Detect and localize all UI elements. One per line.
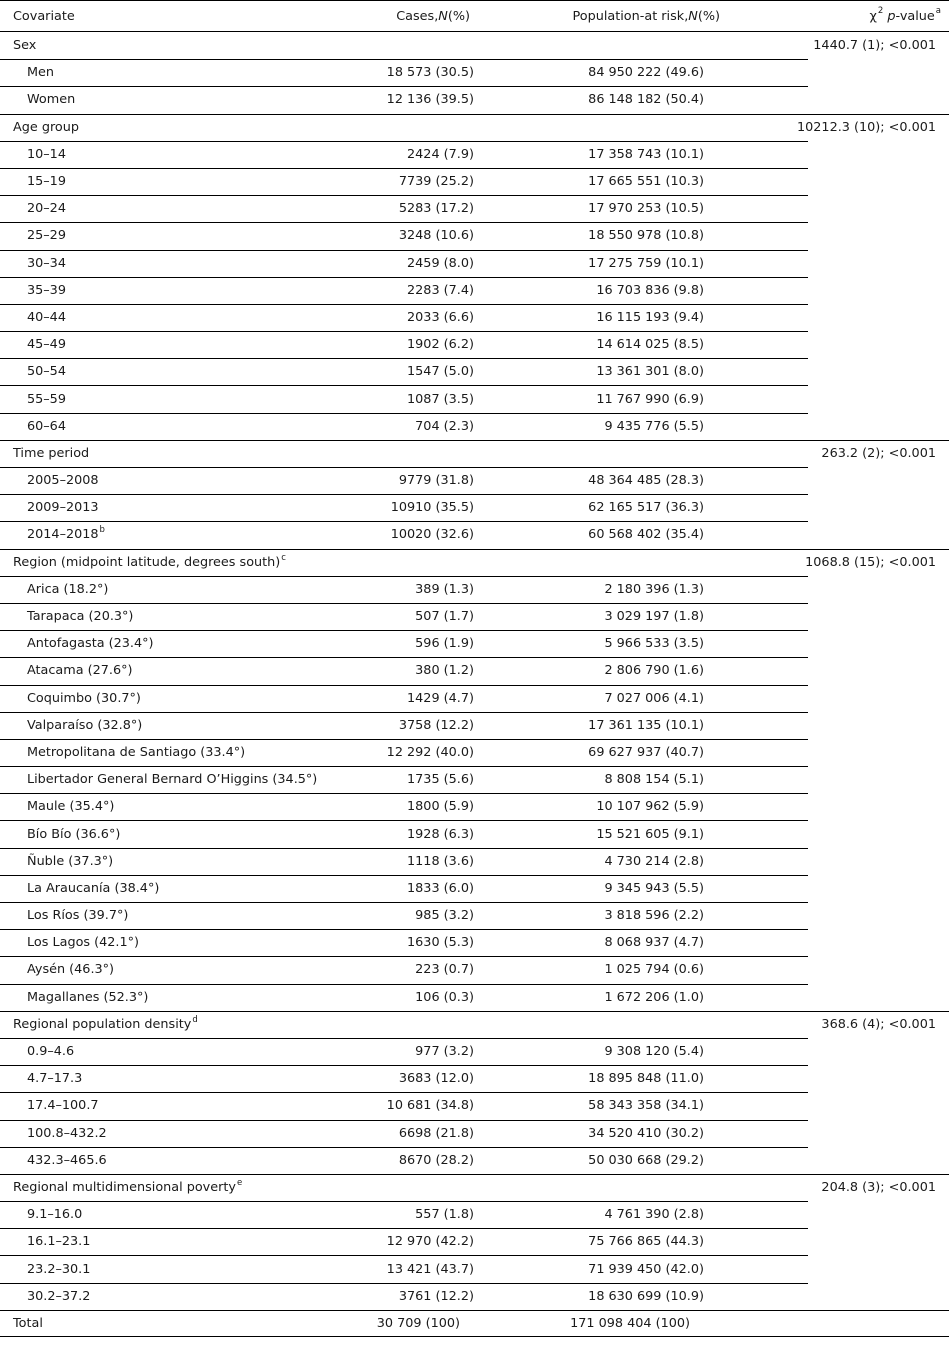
table-row: [0, 1201, 949, 1228]
cases-value: 389 (1.3): [415, 581, 474, 597]
population-value: 69 627 937 (40.7): [588, 744, 704, 760]
group-row: [0, 549, 949, 576]
header-cases-n: N: [438, 8, 448, 24]
header-cases-suffix: (%): [447, 8, 470, 24]
cases-value: 2424 (7.9): [407, 146, 474, 162]
row-label-text: Los Lagos (42.1°): [27, 935, 140, 951]
population-value: 16 703 836 (9.8): [596, 282, 704, 298]
row-label: [27, 902, 128, 929]
row-label: [27, 739, 245, 766]
table-row: [0, 358, 949, 385]
population-value: 17 275 759 (10.1): [588, 255, 704, 271]
cases-value: 12 136 (39.5): [386, 92, 474, 108]
table-row: [0, 1147, 949, 1174]
population-value: 9 345 943 (5.5): [604, 880, 704, 896]
table-row: [0, 929, 949, 956]
cases-value: 985 (3.2): [415, 908, 474, 924]
footnote-marker: d: [192, 1014, 198, 1025]
table-row: [0, 902, 949, 929]
population-value: 17 358 743 (10.1): [588, 146, 704, 162]
row-label-text: 100.8–432.2: [27, 1125, 107, 1141]
population-value: 50 030 668 (29.2): [588, 1152, 704, 1168]
population-value: 15 521 605 (9.1): [596, 826, 704, 842]
row-label-text: Bío Bío (36.6°): [27, 826, 121, 842]
table-row: [0, 956, 949, 983]
table-row: [0, 195, 949, 222]
chi-square-value: 368.6 (4); <0.001: [821, 1017, 936, 1033]
population-value: 16 115 193 (9.4): [596, 309, 704, 325]
header-pop-suffix: (%): [697, 8, 720, 24]
header-chi-rest: -value: [895, 8, 935, 24]
population-value: 34 520 410 (30.2): [588, 1125, 704, 1141]
population-value: 8 808 154 (5.1): [604, 772, 704, 788]
group-row: [0, 1011, 949, 1038]
table-row: [0, 141, 949, 168]
chi-square-value: 1440.7 (1); <0.001: [813, 38, 936, 54]
cases-value: 1902 (6.2): [407, 337, 474, 353]
population-value: 18 895 848 (11.0): [588, 1071, 704, 1087]
population-value: 4 761 390 (2.8): [604, 1207, 704, 1223]
cases-value: 12 970 (42.2): [386, 1234, 474, 1250]
group-label: [13, 1012, 198, 1038]
total-population: 171 098 404 (100): [570, 1315, 690, 1331]
row-label: [27, 222, 66, 249]
cases-value: 2283 (7.4): [407, 282, 474, 298]
header-cases-prefix: Cases,: [396, 8, 439, 24]
group-label: [13, 1175, 242, 1201]
row-label: [27, 603, 133, 630]
cases-value: 10910 (35.5): [390, 500, 474, 516]
population-value: 86 148 182 (50.4): [588, 92, 704, 108]
population-value: 58 343 358 (34.1): [588, 1098, 704, 1114]
cases-value: 223 (0.7): [415, 962, 474, 978]
group-label-text: Age group: [13, 120, 79, 136]
table-row: [0, 603, 949, 630]
population-value: 4 730 214 (2.8): [604, 853, 704, 869]
group-label-text: Sex: [13, 38, 37, 54]
table-row: [0, 820, 949, 847]
population-value: 1 672 206 (1.0): [604, 989, 704, 1005]
group-label: [13, 115, 79, 141]
population-value: 10 107 962 (5.9): [596, 799, 704, 815]
cases-value: 977 (3.2): [415, 1044, 474, 1060]
row-label: [27, 195, 66, 222]
table-row: [0, 576, 949, 603]
header-population: [540, 1, 720, 31]
table-row: [0, 59, 949, 86]
table-row: [0, 521, 949, 548]
row-label-text: Women: [27, 92, 76, 108]
row-label-text: 30–34: [27, 255, 66, 271]
row-label-text: 15–19: [27, 174, 66, 190]
group-label-text: Regional population density: [13, 1017, 192, 1033]
row-label-text: Men: [27, 65, 55, 81]
row-label: [27, 1120, 107, 1147]
header-cases: [330, 1, 470, 31]
row-label-text: Magallanes (52.3°): [27, 989, 149, 1005]
row-label: [27, 984, 148, 1011]
row-label: [27, 929, 139, 956]
row-label-text: 60–64: [27, 418, 66, 434]
row-label: [27, 1283, 90, 1310]
header-pop-n: N: [688, 8, 698, 24]
row-label-text: 20–24: [27, 201, 66, 217]
table-row: [0, 494, 949, 521]
population-value: 1 025 794 (0.6): [604, 962, 704, 978]
group-label: [13, 32, 36, 59]
footnote-marker: b: [99, 524, 105, 535]
cases-value: 1833 (6.0): [407, 880, 474, 896]
population-value: 3 818 596 (2.2): [604, 908, 704, 924]
row-label: [27, 1092, 99, 1119]
cases-value: 5283 (17.2): [398, 201, 474, 217]
total-row: [0, 1310, 949, 1337]
row-label: [27, 1147, 107, 1174]
cases-value: 380 (1.2): [415, 663, 474, 679]
chi-square-value: 1068.8 (15); <0.001: [805, 555, 936, 571]
population-value: 71 939 450 (42.0): [588, 1261, 704, 1277]
table-row: [0, 793, 949, 820]
row-label-text: Antofagasta (23.4°): [27, 636, 154, 652]
cases-value: 2033 (6.6): [407, 309, 474, 325]
row-label: [27, 712, 142, 739]
chi-square-value: 204.8 (3); <0.001: [821, 1180, 936, 1196]
population-value: 75 766 865 (44.3): [588, 1234, 704, 1250]
row-label-text: 17.4–100.7: [27, 1098, 99, 1114]
table-header: [0, 1, 949, 32]
row-label: [27, 793, 114, 820]
row-label-text: Maule (35.4°): [27, 799, 115, 815]
group-row: [0, 114, 949, 141]
population-value: 2 806 790 (1.6): [604, 663, 704, 679]
row-label: [27, 657, 133, 684]
row-label: [27, 250, 66, 277]
row-label: [27, 59, 54, 86]
table-row: [0, 250, 949, 277]
group-label-text: Time period: [13, 446, 90, 462]
row-label: [27, 413, 66, 440]
chi-square-value: 263.2 (2); <0.001: [821, 446, 936, 462]
group-label: [13, 441, 89, 467]
table-row: [0, 875, 949, 902]
population-value: 62 165 517 (36.3): [588, 500, 704, 516]
table-row: [0, 685, 949, 712]
cases-value: 1735 (5.6): [407, 772, 474, 788]
row-label-text: 16.1–23.1: [27, 1234, 91, 1250]
population-value: 11 767 990 (6.9): [596, 391, 704, 407]
row-label-text: 2014–2018: [27, 527, 99, 543]
table-row: [0, 467, 949, 494]
row-label-text: 45–49: [27, 337, 66, 353]
row-label: [27, 956, 114, 983]
population-value: 17 665 551 (10.3): [588, 174, 704, 190]
cases-value: 10020 (32.6): [390, 527, 474, 543]
group-label-text: Regional multidimensional poverty: [13, 1180, 236, 1196]
group-label-text: Region (midpoint latitude, degrees south): [13, 555, 281, 571]
footnote-marker: c: [281, 552, 286, 563]
row-label-text: 40–44: [27, 309, 66, 325]
row-label-text: Libertador General Bernard O’Higgins (34.5°): [27, 772, 318, 788]
row-label-text: Tarapaca (20.3°): [27, 609, 134, 625]
table-row: [0, 413, 949, 440]
row-label: [27, 576, 108, 603]
header-pop-prefix: Population-at risk,: [572, 8, 689, 24]
total-cases: 30 709 (100): [376, 1315, 460, 1331]
table-row: [0, 277, 949, 304]
cases-value: 3761 (12.2): [398, 1288, 474, 1304]
row-label-text: Los Ríos (39.7°): [27, 908, 129, 924]
cases-value: 3758 (12.2): [398, 717, 474, 733]
row-label: [27, 875, 159, 902]
row-label: [27, 277, 66, 304]
row-label-text: 9.1–16.0: [27, 1207, 83, 1223]
group-row: [0, 32, 949, 59]
row-label-text: Arica (18.2°): [27, 581, 109, 597]
row-label: [27, 141, 66, 168]
table-row: [0, 304, 949, 331]
row-label: [27, 331, 66, 358]
table-row: [0, 331, 949, 358]
footnote-marker: e: [236, 1177, 243, 1188]
row-label: [27, 766, 317, 793]
row-label: [27, 820, 120, 847]
row-label-text: 35–39: [27, 282, 66, 298]
row-label-text: 432.3–465.6: [27, 1152, 107, 1168]
row-label: [27, 168, 66, 195]
header-chi-symbol: χ: [869, 8, 877, 24]
row-label-text: 2005–2008: [27, 473, 99, 489]
row-label-text: Metropolitana de Santiago (33.4°): [27, 744, 246, 760]
row-label: [27, 1255, 90, 1282]
population-value: 2 180 396 (1.3): [604, 581, 704, 597]
table-row: [0, 848, 949, 875]
row-label: [27, 521, 105, 548]
row-label-text: 0.9–4.6: [27, 1044, 75, 1060]
table-row: [0, 1120, 949, 1147]
row-label: [27, 848, 113, 875]
table-row: [0, 739, 949, 766]
cases-value: 13 421 (43.7): [386, 1261, 474, 1277]
row-label-text: 30.2–37.2: [27, 1288, 91, 1304]
row-label: [27, 1065, 82, 1092]
row-label: [27, 494, 99, 521]
row-label-text: 23.2–30.1: [27, 1261, 91, 1277]
table-row: [0, 222, 949, 249]
table-row: [0, 1228, 949, 1255]
row-label-text: Aysén (46.3°): [27, 962, 115, 978]
cases-value: 507 (1.7): [415, 609, 474, 625]
row-label-text: Valparaíso (32.8°): [27, 717, 143, 733]
cases-value: 106 (0.3): [415, 989, 474, 1005]
cases-value: 7739 (25.2): [398, 174, 474, 190]
population-value: 9 308 120 (5.4): [604, 1044, 704, 1060]
header-chi-sup: 2: [877, 6, 884, 16]
header-chi-p: p: [887, 8, 896, 24]
group-row: [0, 440, 949, 467]
population-value: 7 027 006 (4.1): [604, 690, 704, 706]
row-label: [27, 1201, 82, 1228]
cases-value: 557 (1.8): [415, 1207, 474, 1223]
table-row: [0, 657, 949, 684]
population-value: 17 970 253 (10.5): [588, 201, 704, 217]
table-body: [0, 32, 949, 1337]
cases-value: 12 292 (40.0): [386, 744, 474, 760]
group-row: [0, 1174, 949, 1201]
chi-square-value: 10212.3 (10); <0.001: [797, 120, 936, 136]
population-value: 13 361 301 (8.0): [596, 364, 704, 380]
population-value: 14 614 025 (8.5): [596, 337, 704, 353]
row-label-text: 55–59: [27, 391, 66, 407]
population-value: 60 568 402 (35.4): [588, 527, 704, 543]
row-label-text: La Araucanía (38.4°): [27, 880, 160, 896]
cases-value: 1630 (5.3): [407, 935, 474, 951]
table-row: [0, 86, 949, 113]
population-value: 17 361 135 (10.1): [588, 717, 704, 733]
row-label-text: 50–54: [27, 364, 66, 380]
header-chi-square: [800, 1, 941, 31]
row-label: [27, 1228, 90, 1255]
row-label-text: 10–14: [27, 146, 66, 162]
table-row: [0, 168, 949, 195]
population-value: 84 950 222 (49.6): [588, 65, 704, 81]
table-row: [0, 1283, 949, 1310]
cases-value: 1928 (6.3): [407, 826, 474, 842]
row-label: [27, 1038, 74, 1065]
cases-value: 1429 (4.7): [407, 690, 474, 706]
row-label-text: 2009–2013: [27, 500, 99, 516]
cases-value: 1087 (3.5): [407, 391, 474, 407]
cases-value: 1118 (3.6): [407, 853, 474, 869]
cases-value: 6698 (21.8): [398, 1125, 474, 1141]
table-row: [0, 712, 949, 739]
population-value: 9 435 776 (5.5): [604, 418, 704, 434]
group-label: [13, 550, 286, 576]
cases-value: 18 573 (30.5): [386, 65, 474, 81]
cases-value: 596 (1.9): [415, 636, 474, 652]
header-chi-note: a: [935, 6, 941, 16]
row-label-text: Atacama (27.6°): [27, 663, 133, 679]
row-label: [27, 385, 66, 412]
population-value: 48 364 485 (28.3): [588, 473, 704, 489]
row-label: [27, 304, 66, 331]
table-row: [0, 1092, 949, 1119]
cases-value: 704 (2.3): [415, 418, 474, 434]
population-value: 5 966 533 (3.5): [604, 636, 704, 652]
row-label: [27, 630, 154, 657]
row-label-text: Ñuble (37.3°): [27, 853, 114, 869]
cases-value: 8670 (28.2): [398, 1152, 474, 1168]
cases-value: 2459 (8.0): [407, 255, 474, 271]
row-label: [27, 86, 75, 113]
cases-value: 1800 (5.9): [407, 799, 474, 815]
table-row: [0, 1065, 949, 1092]
cases-value: 3683 (12.0): [398, 1071, 474, 1087]
population-value: 18 630 699 (10.9): [588, 1288, 704, 1304]
total-label: Total: [13, 1315, 43, 1331]
population-value: 3 029 197 (1.8): [604, 609, 704, 625]
row-label-text: 4.7–17.3: [27, 1071, 83, 1087]
table-row: [0, 1255, 949, 1282]
row-label: [27, 685, 141, 712]
table-row: [0, 385, 949, 412]
cases-value: 1547 (5.0): [407, 364, 474, 380]
row-label-text: Coquimbo (30.7°): [27, 690, 141, 706]
table-row: [0, 1038, 949, 1065]
header-covariate: Covariate: [13, 8, 75, 24]
row-label: [27, 467, 99, 494]
population-value: 8 068 937 (4.7): [604, 935, 704, 951]
table-row: [0, 766, 949, 793]
row-label: [27, 358, 66, 385]
population-value: 18 550 978 (10.8): [588, 228, 704, 244]
table-row: [0, 984, 949, 1011]
cases-value: 10 681 (34.8): [386, 1098, 474, 1114]
cases-value: 3248 (10.6): [398, 228, 474, 244]
cases-value: 9779 (31.8): [398, 473, 474, 489]
row-label-text: 25–29: [27, 228, 66, 244]
table-row: [0, 630, 949, 657]
